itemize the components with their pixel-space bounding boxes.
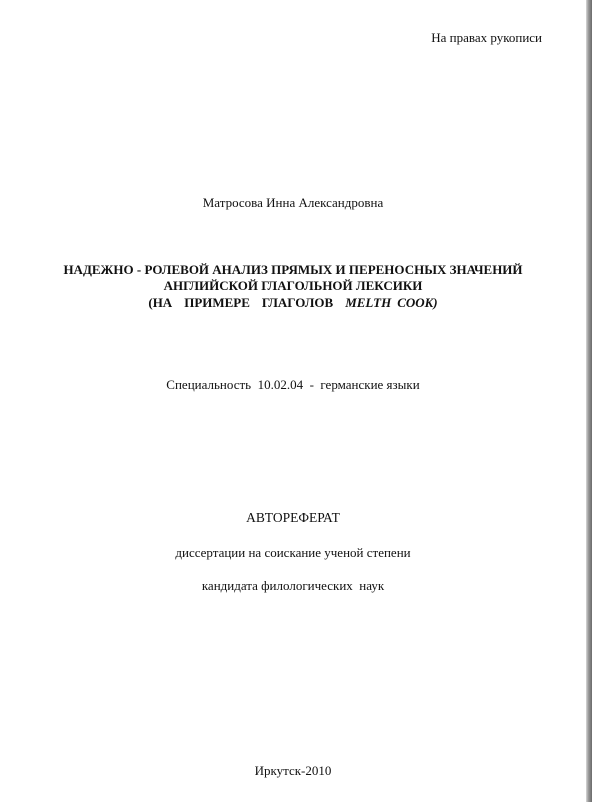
title-line-3-word-example: ПРИМЕРЕ <box>184 295 250 310</box>
title-verb-melth: MELTH <box>345 295 392 310</box>
title-line-3 <box>0 295 586 311</box>
title-line-3-open: (НА <box>148 295 173 310</box>
rights-note: На правах рукописи <box>431 30 542 45</box>
degree-line-2: кандидата филологических наук <box>201 578 385 593</box>
title-line-1: НАДЕЖНО - РОЛЕВОЙ АНАЛИЗ ПРЯМЫХ И ПЕРЕНОСНЫХ ЗНАЧЕНИЙ <box>63 262 523 277</box>
specialty-line: Специальность 10.02.04 - германские языки <box>166 377 420 392</box>
page-edge-shadow <box>586 0 592 802</box>
title-verb-cook: COOK) <box>397 295 438 310</box>
title-line-2: АНГЛИЙСКОЙ ГЛАГОЛЬНОЙ ЛЕКСИКИ <box>163 278 423 293</box>
author-name: Матросова Инна Александровна <box>202 195 384 210</box>
title-line-3-word-verbs: ГЛАГОЛОВ <box>261 295 334 310</box>
degree-line-1: диссертации на соискание ученой степени <box>175 545 411 560</box>
city-year: Иркутск-2010 <box>254 763 332 778</box>
document-type-label: АВТОРЕФЕРАТ <box>246 510 340 525</box>
